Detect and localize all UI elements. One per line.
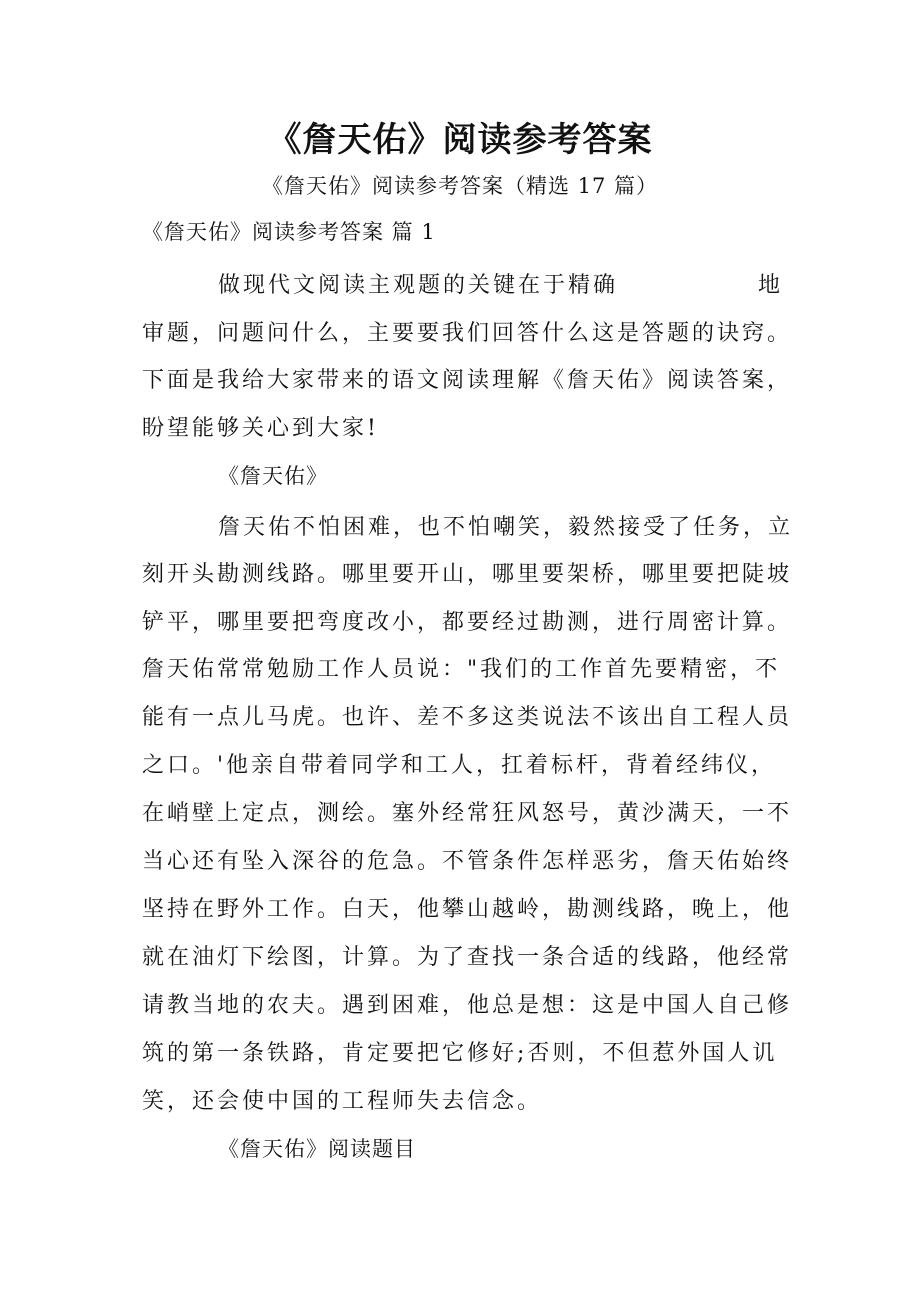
passage-line: 当心还有坠入深谷的危急。不管条件怎样恶劣，詹天佑始终	[142, 849, 793, 874]
intro-line: 下面是我给大家带来的语文阅读理解《詹天佑》阅读答案，	[142, 368, 793, 393]
passage-line: 就在油灯下绘图，计算。为了查找一条合适的线路，他经常	[142, 945, 793, 970]
passage-line: 请教当地的农夫。遇到困难，他总是想：这是中国人自己修	[142, 993, 793, 1018]
passage-line: 詹天佑常常勉励工作人员说："我们的工作首先要精密，不	[142, 657, 781, 682]
intro-line-end: 地	[758, 273, 781, 298]
passage-line: 坚持在野外工作。白天，他攀山越岭，勘测线路，晚上，他	[142, 897, 793, 922]
questions-heading: 《詹天佑》阅读题目	[218, 1137, 416, 1161]
passage-line: 筑的第一条铁路，肯定要把它修好;否则，不但惹外国人讥	[142, 1041, 778, 1066]
intro-line: 审题，问题问什么，主要要我们回答什么这是答题的诀窍。	[142, 321, 793, 346]
intro-line: 做现代文阅读主观题的关键在于精确	[218, 273, 619, 298]
passage-title: 《詹天佑》	[218, 464, 328, 488]
passage-line: 刻开头勘测线路。哪里要开山，哪里要架桥，哪里要把陡坡	[142, 562, 793, 587]
passage-line: 詹天佑不怕困难，也不怕嘲笑，毅然接受了任务，立	[218, 515, 794, 540]
passage-line: 笑，还会使中国的工程师失去信念。	[142, 1089, 543, 1114]
passage-line: 铲平，哪里要把弯度改小，都要经过勘测，进行周密计算。	[142, 610, 793, 635]
passage-line: 能有一点儿马虎。也许、差不多这类说法不该出自工程人员	[142, 705, 793, 730]
passage-line: 在峭壁上定点，测绘。塞外经常狂风怒号，黄沙满天，一不	[142, 801, 793, 826]
document-subtitle: 《詹天佑》阅读参考答案（精选 17 篇）	[261, 174, 659, 198]
passage-line: 之口。'他亲自带着同学和工人，扛着标杆，背着经纬仪，	[142, 753, 777, 778]
section-heading: 《詹天佑》阅读参考答案 篇 1	[142, 220, 436, 244]
document-title: 《詹天佑》阅读参考答案	[267, 120, 653, 160]
intro-line: 盼望能够关心到大家!	[142, 416, 379, 441]
